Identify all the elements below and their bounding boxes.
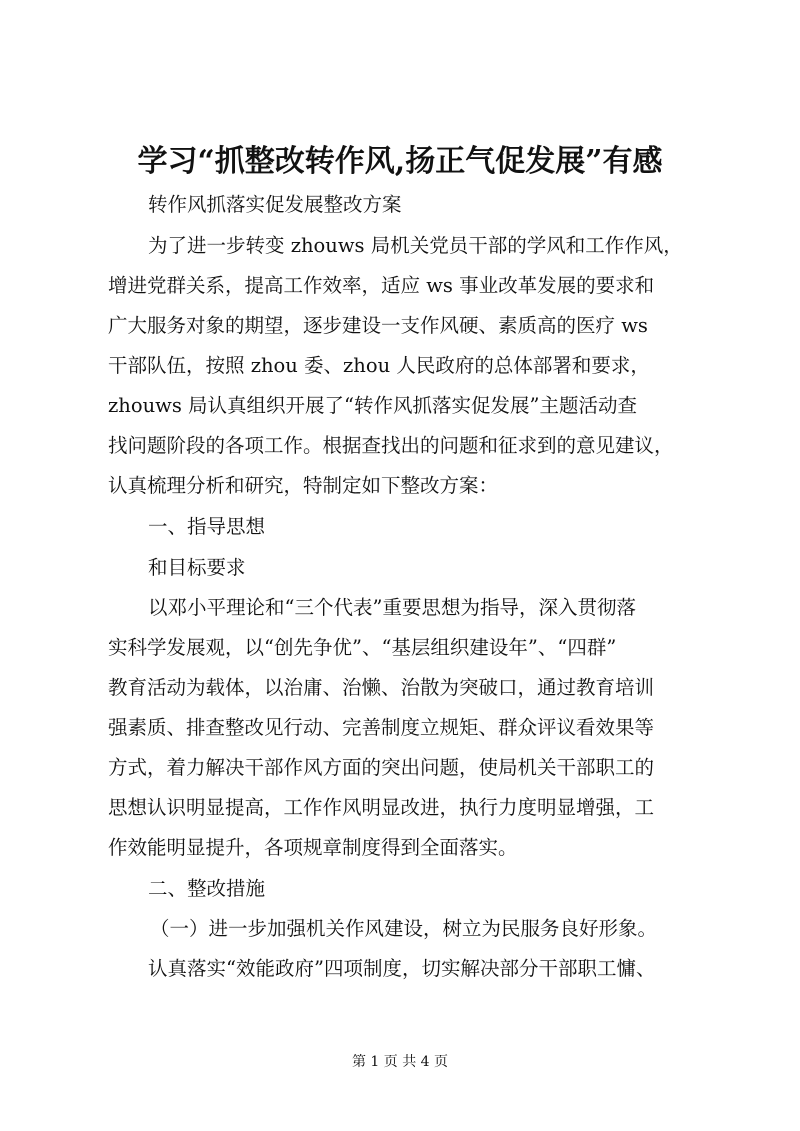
document-subtitle: 转作风抓落实促发展整改方案 bbox=[148, 193, 402, 216]
paragraph-line: 广大服务对象的期望，逐步建设一支作风硬、素质高的医疗 ws bbox=[108, 314, 648, 337]
paragraph-line: 干部队伍，按照 zhou 委、zhou 人民政府的总体部署和要求， bbox=[108, 354, 650, 377]
paragraph-line: 找问题阶段的各项工作。根据查找出的问题和征求到的意见建议， bbox=[108, 434, 674, 457]
paragraph-line: 强素质、排查整改见行动、完善制度立规矩、群众评议看效果等 bbox=[108, 716, 655, 739]
paragraph-line: 增进党群关系，提高工作效率，适应 ws 事业改革发展的要求和 bbox=[108, 274, 655, 297]
paragraph-line: 作效能明显提升，各项规章制度得到全面落实。 bbox=[108, 836, 518, 859]
paragraph-line: 认真落实“效能政府”四项制度，切实解决部分干部职工慵、 bbox=[148, 957, 656, 980]
paragraph-line: 为了进一步转变 zhouws 局机关党员干部的学风和工作作风， bbox=[148, 234, 683, 257]
paragraph-line: 认真梳理分析和研究，特制定如下整改方案： bbox=[108, 474, 499, 497]
page-footer: 第 1 页 共 4 页 bbox=[351, 1054, 449, 1070]
paragraph-line: 教育活动为载体，以治庸、治懒、治散为突破口，通过教育培训 bbox=[108, 676, 655, 699]
document-title: 学习“抓整改转作风,扬正气促发展”有感 bbox=[137, 144, 663, 179]
subsection-heading: （一）进一步加强机关作风建设，树立为民服务良好形象。 bbox=[150, 917, 658, 940]
section-heading: 二、整改措施 bbox=[148, 877, 266, 900]
section-heading-continued: 和目标要求 bbox=[148, 556, 246, 579]
paragraph-line: 思想认识明显提高，工作作风明显改进，执行力度明显增强，工 bbox=[108, 796, 655, 819]
section-heading: 一、指导思想 bbox=[148, 515, 266, 538]
paragraph-line: 方式，着力解决干部作风方面的突出问题，使局机关干部职工的 bbox=[108, 756, 655, 779]
paragraph-line: zhouws 局认真组织开展了“转作风抓落实促发展”主题活动查 bbox=[108, 394, 637, 417]
paragraph-line: 以邓小平理论和“三个代表”重要思想为指导，深入贯彻落 bbox=[148, 596, 636, 619]
paragraph-line: 实科学发展观，以“创先争优”、“基层组织建设年”、“四群” bbox=[108, 636, 617, 659]
